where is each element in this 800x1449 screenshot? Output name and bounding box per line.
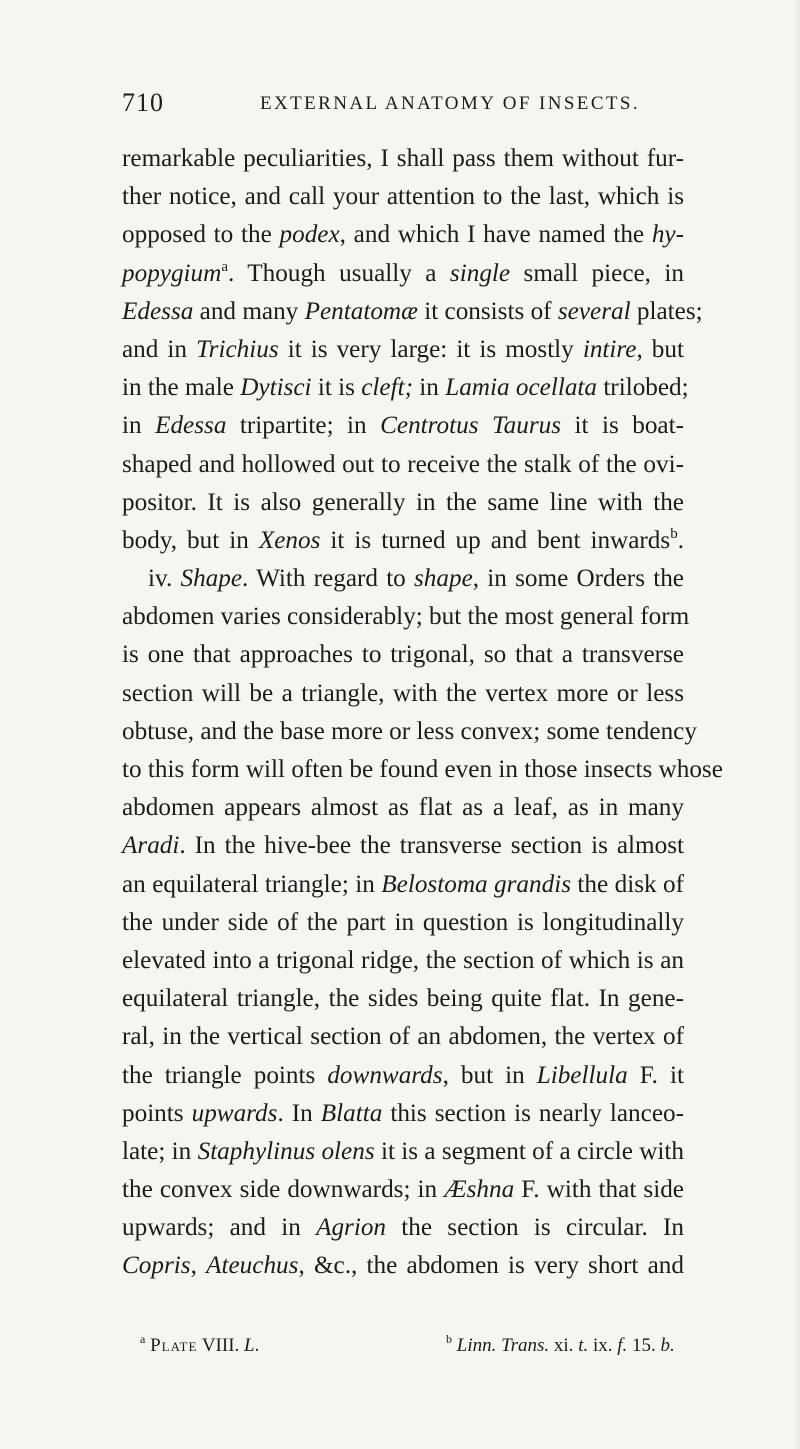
footnote-b: $^b$ Linn. Trans. xi. t. ix. f. 15. b. <box>446 1332 675 1356</box>
text-line: and in Trichius it is very large: it is mostly intire, but <box>122 335 684 363</box>
text-line: is one that approaches to trigonal, so that a transverse <box>122 641 684 669</box>
text-line: the triangle points downwards, but in Libellula F. it <box>122 1061 684 1089</box>
text-line: positor. It is also generally in the same line with the <box>122 488 684 516</box>
text-line: upwards; and in Agrion the section is circular. In <box>122 1214 684 1242</box>
text-line: abdomen appears almost as flat as a leaf, as in many <box>122 794 684 822</box>
text-line: remarkable peculiarities, I shall pass them without fur- <box>122 145 684 172</box>
text-line: body, but in Xenos it is turned up and bent inwards$^b$. <box>122 525 685 554</box>
text-line: ral, in the vertical section of an abdomen, the vertex of <box>122 1023 684 1051</box>
text-line: section will be a triangle, with the vertex more or less <box>122 679 684 707</box>
page-edge-shade <box>794 0 800 1449</box>
text-line: in Edessa tripartite; in Centrotus Taurus it is boat- <box>122 412 684 440</box>
text-line: opposed to the podex, and which I have named the hy- <box>122 221 684 249</box>
body-text <box>122 140 723 1286</box>
text-line: Copris, Ateuchus, &c., the abdomen is very short and <box>122 1252 684 1280</box>
footnotes <box>140 1332 700 1365</box>
text-line: to this form will often be found even in those insects whose <box>122 756 723 783</box>
text-line: abdomen varies considerably; but the most general form <box>122 603 690 631</box>
footnote-ref-a: a <box>221 258 229 275</box>
text-line: Edessa and many Pentatomæ it consists of several plates; <box>122 297 703 325</box>
text-line: the convex side downwards; in Æshna F. with that side <box>122 1176 684 1204</box>
text-line: Aradi. In the hive-bee the transverse section is almost <box>122 832 684 860</box>
text-line: points upwards. In Blatta this section is nearly lanceo- <box>122 1099 684 1127</box>
text-line: popygium$^a$. Though usually a single small piece, in <box>122 258 685 287</box>
text-line: iv. Shape. With regard to shape, in some Orders the <box>148 565 684 593</box>
footnote-ref-b: b <box>670 525 678 542</box>
text-line: equilateral triangle, the sides being quite flat. In gene- <box>122 985 684 1013</box>
text-line: elevated into a trigonal ridge, the section of which is an <box>122 946 684 974</box>
text-line: shaped and hollowed out to receive the stalk of the ovi- <box>122 450 684 478</box>
text-line: obtuse, and the base more or less convex; some tendency <box>122 717 697 745</box>
text-line: ther notice, and call your attention to the last, which is <box>122 183 684 211</box>
text-line: the under side of the part in question is longitudinally <box>122 908 684 936</box>
footnote-a: $^a$ Plate VIII. L. <box>140 1332 260 1356</box>
text-line: late; in Staphylinus olens it is a segment of a circle with <box>122 1137 684 1165</box>
running-title: EXTERNAL ANATOMY OF INSECTS. <box>260 93 641 114</box>
text-line: an equilateral triangle; in Belostoma grandis the disk of <box>122 870 684 898</box>
page-number: 710 <box>122 88 164 117</box>
running-head <box>122 88 682 124</box>
text-line: in the male Dytisci it is cleft; in Lamia ocellata trilobed; <box>122 374 689 402</box>
